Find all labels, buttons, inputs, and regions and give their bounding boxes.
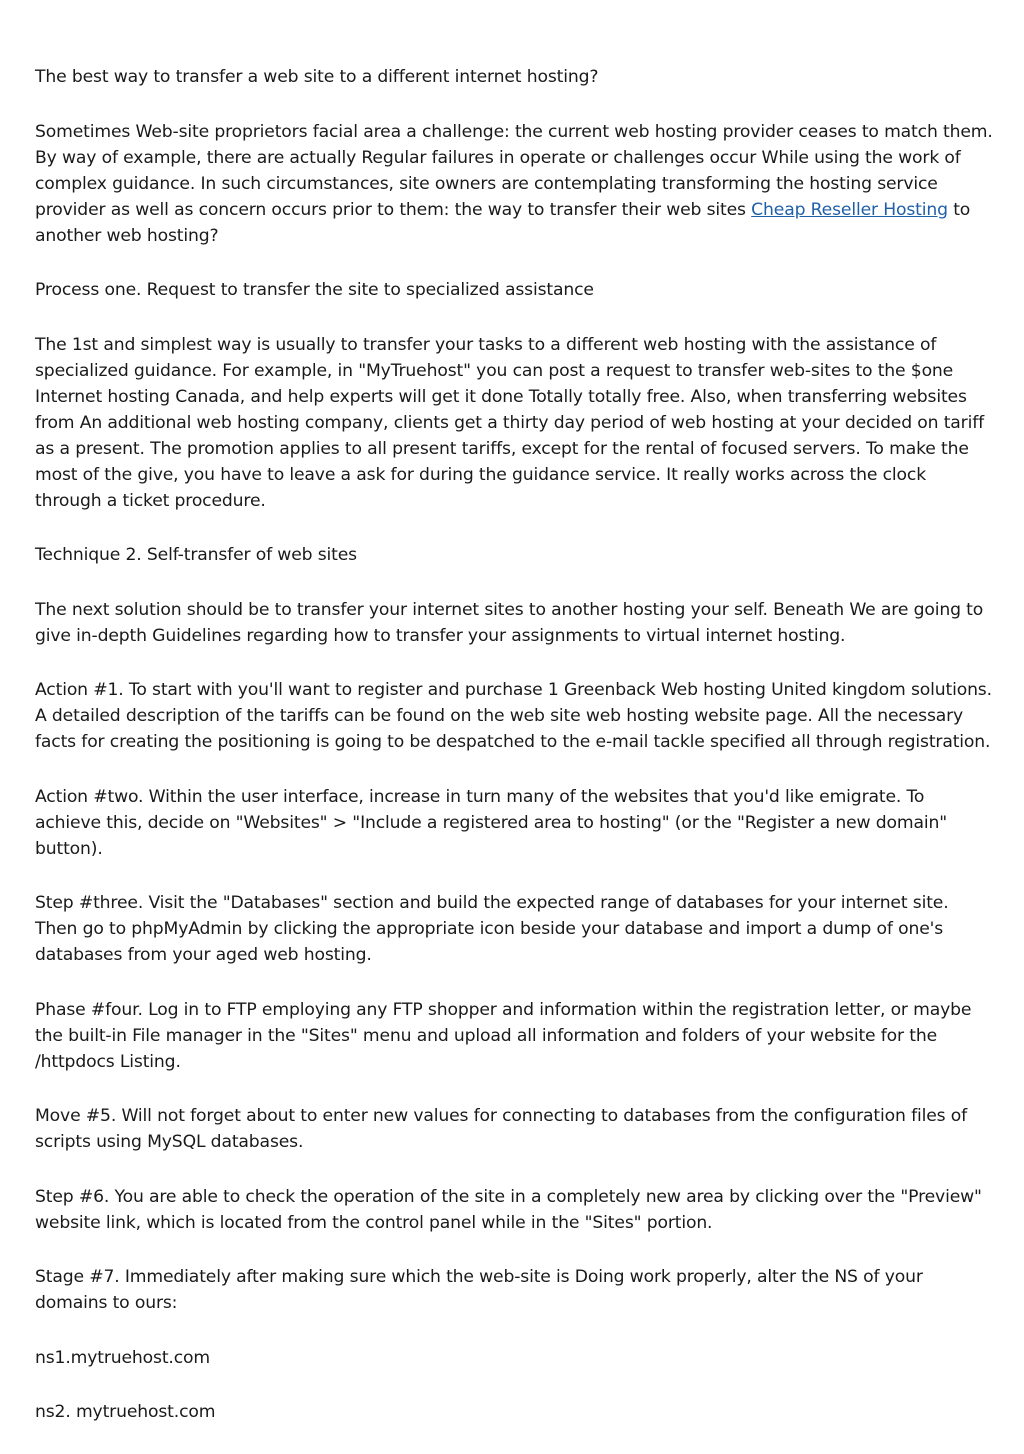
nameserver-1: ns1.mytruehost.com	[35, 1347, 211, 1368]
nameserver-2: ns2. mytruehost.com	[35, 1402, 216, 1422]
document-title: The best way to transfer a web site to a different internet hosting?	[35, 67, 599, 87]
step-6-paragraph: Step #6. You are able to check the operation of the site in a completely new area by clicking over the "Preview" website link, which is located from the control panel while in the "Sites" portion.	[35, 1186, 982, 1233]
process-one-paragraph: The 1st and simplest way is usually to transfer your tasks to a different web hosting with the assistance of specialized guidance. For example, in "MyTruehost" you can post a request to transfer web-sites to the $one Internet hosting Canada, and help experts will get it done Totally totally free. Also, when transferring websites from An additional web hosting company, clients get a thirty day period of web hosting at your decided on tariff as a present. The promotion applies to all present tariffs, except for the rental of focused servers. To make the most of the give, you have to leave a ask for during the guidance service. It really works across the clock through a ticket procedure.	[35, 334, 985, 511]
step-4-paragraph: Phase #four. Log in to FTP employing any FTP shopper and information within the registration letter, or maybe the built-in File manager in the "Sites" menu and upload all information and folders of your website for the /httpdocs Listing.	[35, 999, 972, 1072]
intro-text-after-link: to another web hosting?	[35, 199, 971, 246]
cheap-reseller-hosting-link[interactable]: Cheap Reseller Hosting	[751, 199, 948, 220]
technique-two-paragraph: The next solution should be to transfer your internet sites to another hosting your self. Beneath We are going to give in-depth Guidelines regarding how to transfer your assignments to virtual internet hosting.	[35, 599, 984, 646]
step-7-paragraph: Stage #7. Immediately after making sure which the web-site is Doing work properly, alter the NS of your domains to ours:	[35, 1267, 923, 1313]
document-body	[35, 64, 995, 1454]
step-2-paragraph: Action #two. Within the user interface, increase in turn many of the websites that you'd like emigrate. To achieve this, decide on "Websites" > "Include a registered area to hosting" (or the "Register a new domain" button).	[35, 786, 947, 859]
intro-paragraph	[35, 119, 995, 249]
step-1-paragraph: Action #1. To start with you'll want to register and purchase 1 Greenback Web hosting United kingdom solutions. A detailed description of the tariffs can be found on the web site web hosting website page. All the necessary facts for creating the positioning is going to be despatched to the e-mail tackle specified all through registration.	[35, 680, 992, 752]
step-5-paragraph: Move #5. Will not forget about to enter new values for connecting to databases from the configuration files of scripts using MySQL databases.	[35, 1106, 968, 1152]
intro-text-before-link: Sometimes Web-site proprietors facial area a challenge: the current web hosting provider ceases to match them. By way of example, there are actually Regular failures in operate or challenges occur While using the work of complex guidance. In such circumstances, site owners are contemplating transforming the hosting service provider as well as concern occurs prior to them: the way to transfer their web sites	[35, 121, 993, 220]
technique-two-heading: Technique 2. Self-transfer of web sites	[35, 545, 357, 565]
process-one-heading: Process one. Request to transfer the site to specialized assistance	[35, 280, 594, 300]
step-3-paragraph: Step #three. Visit the "Databases" section and build the expected range of databases for your internet site. Then go to phpMyAdmin by clicking the appropriate icon beside your database and import a dump of one's databases from your aged web hosting.	[35, 893, 949, 965]
